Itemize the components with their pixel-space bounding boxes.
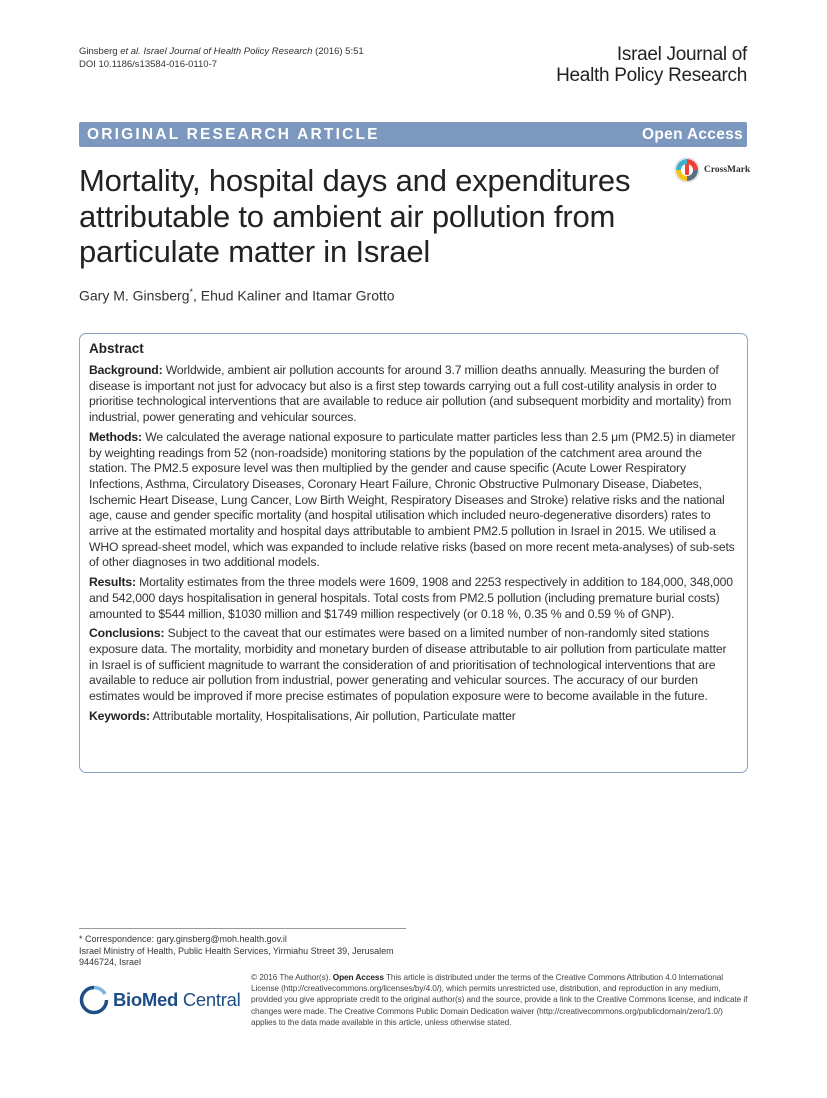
citation-journal: Israel Journal of Health Policy Research <box>143 46 313 57</box>
authors <box>79 287 395 304</box>
doi: DOI 10.1186/s13584-016-0110-7 <box>79 59 218 70</box>
crossmark-label: CrossMark <box>704 165 751 175</box>
publisher-name-rest: Central <box>178 989 241 1010</box>
results-label: Results: <box>89 575 136 590</box>
abstract-box <box>79 333 748 773</box>
crossmark-button[interactable] <box>674 157 750 183</box>
correspondence-block <box>79 934 409 969</box>
conclusions-text: Subject to the caveat that our estimates were based on a limited number of non-randomly sited stations exposure data. The mortality, morbidity and monetary burden of disease attributable to air pollution from particulate matter in Israel is of sufficient magnitude to warrant the consideration of and prioritisation of technological interventions that are available to reduce air pollution from industrial, power generating and vehicular sources. The accuracy of our burden estimates would be improved if more precise estimates of population exposure were to become available in the future. <box>89 626 727 704</box>
citation-year-pages: (2016) 5:51 <box>315 46 364 57</box>
citation-line <box>79 45 364 58</box>
license-open-access: Open Access <box>332 972 384 982</box>
footnote-divider <box>79 928 406 929</box>
citation-etal: et al. <box>120 46 141 57</box>
abstract-heading: Abstract <box>89 341 144 356</box>
keywords-text: Attributable mortality, Hospitalisations, Air pollution, Particulate matter <box>152 708 516 723</box>
abstract-methods <box>89 430 737 571</box>
correspondence-email[interactable]: * Correspondence: gary.ginsberg@moh.health.gov.il <box>79 934 287 944</box>
keywords-label: Keywords: <box>89 708 150 723</box>
license-statement <box>251 972 748 1028</box>
background-text: Worldwide, ambient air pollution accounts for around 3.7 million deaths annually. Measuring the burden of disease is important not just for advocacy but also is a first step towards carrying out a full cost-utility analysis in order to prioritise technological interventions that are available to reduce air pollution (and subsequent morbidity and mortality) from industrial, power generating and vehicular sources. <box>89 363 732 425</box>
methods-label: Methods: <box>89 429 142 444</box>
publisher-name <box>113 989 240 1011</box>
authors-rest: , Ehud Kaliner and Itamar Grotto <box>193 287 395 304</box>
abstract-results <box>89 575 737 622</box>
abstract-keywords <box>89 709 737 725</box>
abstract-conclusions <box>89 626 737 705</box>
article-type: ORIGINAL RESEARCH ARTICLE <box>87 125 380 143</box>
journal-name-line2: Health Policy Research <box>556 65 747 86</box>
article-type-banner <box>79 122 747 147</box>
background-label: Background: <box>89 363 163 377</box>
publisher-logo[interactable] <box>79 985 240 1015</box>
journal-name <box>556 44 747 86</box>
license-copyright: © 2016 The Author(s). <box>251 972 331 982</box>
citation-authors: Ginsberg <box>79 46 118 57</box>
biomed-central-logo-icon <box>79 985 109 1015</box>
results-text: Mortality estimates from the three models were 1609, 1908 and 2253 respectively in addition to 184,000, 348,000 and 542,000 days hospitalisation in general hospitals. Total costs from PM2.5 pollution (including premature burial costs) amounted to $544 million, $1030 million and $1749 million respectively (or 0.18 %, 0.35 % and 0.59 % of GNP). <box>89 575 733 621</box>
methods-text: We calculated the average national exposure to particulate matter particles less than 2.5 μm (PM2.5) in diameter by weighting readings from 52 (non-roadside) monitoring stations by the population of the catchment area around the station. The PM2.5 exposure level was then multiplied by the gender and cause specific (Acute Lower Respiratory Infections, Asthma, Circulatory Diseases, Coronary Heart Failure, Chronic Obstructive Pulmonary Disease, Diabetes, Ischemic Heart Disease, Lung Cancer, Low Birth Weight, Respiratory Diseases and Stroke) relative risks and the national age, cause and gender specific mortality (and hospital utilisation which included neuro-degenerative disorders) rates to arrive at the estimated mortality and hospital days attributable to ambient PM2.5 pollution in Israel in 2015. We utilised a WHO spread-sheet model, which was expanded to include relative risks (based on more recent meta-analyses) of sub-sets of other diagnoses in two additional models. <box>89 429 736 570</box>
license-text: This article is distributed under the terms of the Creative Commons Attribution 4.0 International License (http://creativecommons.org/licenses/by/4.0/), which permits unrestricted use, distribution, and reproduction in any medium, provided you give appropriate credit to the original author(s) and the source, provide a link to the Creative Commons license, and indicate if changes were made. The Creative Commons Public Domain Dedication waiver (http://creativecommons.org/publicdomain/zero/1.0/) applies to the data made available in this article, unless otherwise stated. <box>251 972 748 1027</box>
journal-name-line1: Israel Journal of <box>616 44 747 65</box>
author-corresponding[interactable]: Gary M. Ginsberg <box>79 287 190 304</box>
article-title: Mortality, hospital days and expenditures attributable to ambient air pollution from particulate matter in Israel <box>79 163 631 269</box>
citation-block <box>79 45 364 71</box>
affiliation: Israel Ministry of Health, Public Health Services, Yirmiahu Street 39, Jerusalem 9446724, Israel <box>79 945 394 968</box>
abstract-background <box>89 363 737 426</box>
open-access-label: Open Access <box>642 125 743 143</box>
publisher-name-bold: BioMed <box>113 989 179 1010</box>
conclusions-label: Conclusions: <box>89 626 165 641</box>
corresponding-marker: * <box>189 287 193 297</box>
crossmark-icon <box>674 157 700 183</box>
